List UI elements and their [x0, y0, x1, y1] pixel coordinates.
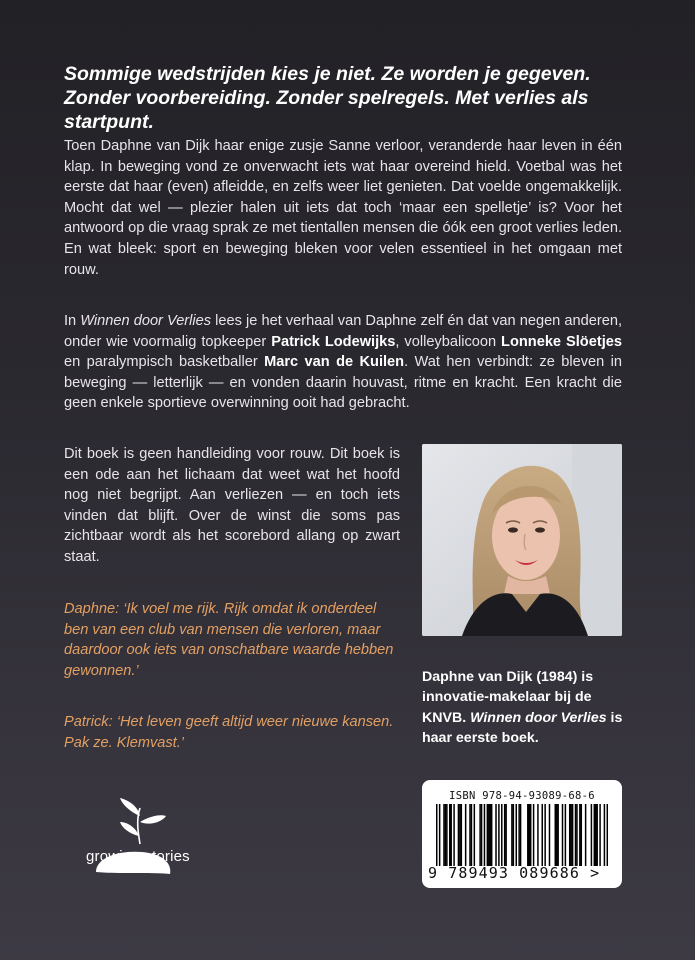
barcode-bar — [443, 804, 445, 866]
barcode-bar — [461, 804, 463, 866]
barcode-bar — [537, 804, 539, 866]
person-name: Marc van de Kuilen — [264, 354, 405, 371]
barcode-bar — [471, 804, 473, 866]
barcode-digits: 9 789493 089686 > — [428, 864, 601, 882]
seedling-icon — [78, 798, 208, 894]
barcode-bars — [436, 804, 608, 866]
text-run: en paralympisch basketballer — [64, 354, 265, 371]
barcode-bar — [565, 804, 567, 866]
author-portrait-illustration — [422, 444, 622, 636]
barcode-bar — [488, 804, 490, 866]
tagline-line-1: Sommige wedstrijden kies je niet. Ze worden je gegeven. — [64, 63, 591, 85]
publisher-logo-text: growing stories — [86, 848, 190, 865]
barcode-bar — [495, 804, 497, 866]
barcode-bar — [484, 804, 486, 866]
barcode-bar — [529, 804, 531, 866]
barcode-bar — [481, 804, 483, 866]
barcode-bar — [596, 804, 598, 866]
barcode-bar — [511, 804, 513, 866]
barcode-bar — [530, 804, 532, 866]
intro-paragraph: Toen Daphne van Dijk haar enige zusje Sanne verloor, veranderde haar leven in één klap. In beweging vond ze onverwacht iets wat haar overeind hield. Voetbal was het eerste dat haar (even) afleidde, en zelfs weer liet genieten. Dat voelde ongemakkelijk. Mocht dat wel — plezier halen uit iets dat toch ‘maar een spelletje’ is? Voor het antwoord op die vraag sprak ze met tientallen mensen die óók een groot verlies leden. En wat bleek: sport en beweging bleken voor velen essentieel in het omgaan met rouw. — [64, 138, 622, 278]
barcode-bar — [570, 804, 572, 866]
tagline-line-2: Zonder voorbereiding. Zonder spelregels. Met verlies als startpunt. — [64, 87, 589, 133]
barcode-bar — [516, 804, 518, 866]
text-run: , volleybalicoon — [395, 333, 502, 350]
barcode-bar — [489, 804, 491, 866]
book-title: Winnen door Verlies — [470, 709, 607, 726]
barcode-bar — [505, 804, 507, 866]
barcode-bar — [557, 804, 559, 866]
barcode-bar — [542, 804, 544, 866]
ode-paragraph: Dit boek is geen handleiding voor rouw. Dit boek is een ode aan het lichaam dat weet wat het hoofd nog niet begrijpt. Aan verliezen — en toch iets vinden dat blijft. Over de winst die soms pas zichtbaar wordt als het scorebord allang op zwart staat. — [64, 446, 400, 565]
barcode-bar — [555, 804, 557, 866]
person-name: Patrick Lodewijks — [271, 333, 396, 350]
barcode-bar — [450, 804, 452, 866]
barcode-bar — [513, 804, 515, 866]
stories-paragraph — [64, 311, 622, 414]
text-run: Daphne van Dijk (1984) is innovatie-makelaar bij de KNVB. — [422, 669, 594, 726]
barcode-bar — [445, 804, 447, 866]
barcode-bar — [453, 804, 455, 866]
text-run: lees je het verhaal van Daphne zelf én dat van negen anderen, onder wie voormalig topkeeper — [64, 313, 622, 350]
barcode-bar — [449, 804, 451, 866]
barcode-bar — [501, 804, 503, 866]
barcode-bar — [572, 804, 574, 866]
barcode-bar — [591, 804, 593, 866]
text-run: . Wat hen verbindt: ze bleven in beweging — letterlijk — en vonden daarin houvast, ritme en kracht. Een kracht die geen enkele sportieve overwinning ooit had gebracht. — [64, 354, 622, 412]
isbn-label: ISBN 978-94-93089-68-6 — [449, 790, 595, 802]
author-bio — [422, 667, 632, 749]
barcode-bar — [533, 804, 535, 866]
barcode-bar — [520, 804, 522, 866]
barcode-bar — [556, 804, 558, 866]
barcode-bar — [474, 804, 476, 866]
barcode-bar — [595, 804, 597, 866]
barcode-bar — [604, 804, 606, 866]
barcode-bar — [487, 804, 489, 866]
barcode-bar — [498, 804, 500, 866]
barcode-bar — [459, 804, 461, 866]
barcode-bar — [549, 804, 551, 866]
text-run: In — [64, 313, 81, 329]
quote-patrick: Patrick: ‘Het leven geeft altijd weer nieuwe kansen. Pak ze. Klemvast.’ — [64, 714, 394, 751]
barcode-bar — [544, 804, 546, 866]
barcode-bar — [562, 804, 564, 866]
book-title: Winnen door Verlies — [80, 313, 212, 329]
barcode-bar — [569, 804, 571, 866]
isbn-barcode — [422, 780, 622, 888]
barcode-bar — [575, 804, 577, 866]
barcode-bar — [458, 804, 460, 866]
author-photo — [422, 444, 622, 636]
quote-daphne: Daphne: ‘Ik voel me rijk. Rijk omdat ik onderdeel ben van een club van mensen die verloren, maar daardoor ook iets van onschatbare waarde hebben gewonnen.’ — [64, 601, 394, 679]
barcode-bar — [579, 804, 581, 866]
barcode-bar — [581, 804, 583, 866]
tagline — [64, 62, 644, 134]
barcode-bar — [436, 804, 438, 866]
barcode-bar — [504, 804, 506, 866]
barcode-bar — [576, 804, 578, 866]
barcode-bar — [527, 804, 529, 866]
barcode-bar — [439, 804, 441, 866]
barcode-bar — [585, 804, 587, 866]
text-run: is haar eerste boek. — [422, 709, 623, 747]
person-name: Lonneke Slöetjes — [501, 333, 622, 350]
barcode-bar — [599, 804, 601, 866]
barcode-bar — [446, 804, 448, 866]
barcode-bar — [594, 804, 596, 866]
barcode-bar — [479, 804, 481, 866]
barcode-bar — [607, 804, 608, 866]
barcode-bar — [491, 804, 493, 866]
barcode-bar — [469, 804, 471, 866]
barcode-bar — [518, 804, 520, 866]
barcode-bar — [465, 804, 467, 866]
